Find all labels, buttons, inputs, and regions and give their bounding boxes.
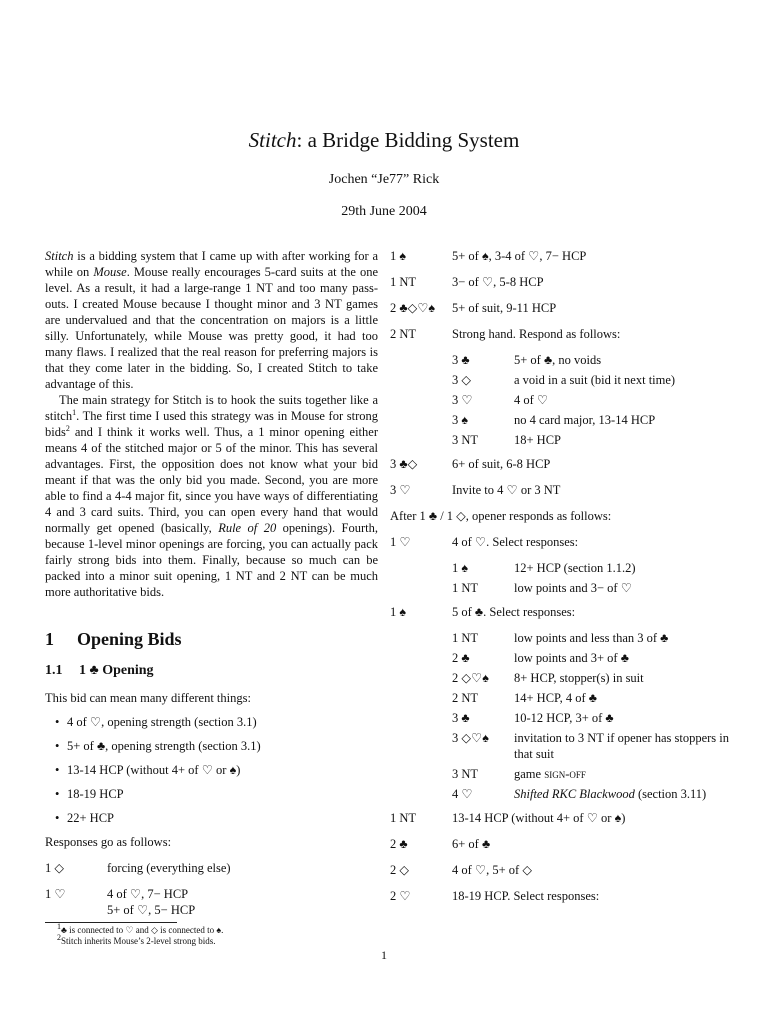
bid-description: 12+ HCP (section 1.1.2) <box>514 561 636 575</box>
bid-description: 6+ of suit, 6-8 HCP <box>452 457 551 471</box>
after-opening-text: After 1 ♣ / 1 ◇, opener responds as follows: <box>390 509 612 523</box>
bid: 1 NT <box>452 631 479 645</box>
emph-blackwood: Shifted RKC Blackwood <box>514 787 635 801</box>
response-sub-table <box>452 560 740 596</box>
sub-bid-row <box>452 730 740 762</box>
footnote-mark-1[interactable]: 1 <box>72 407 77 417</box>
bid-row <box>390 534 740 550</box>
bid: 1 NT <box>390 811 417 825</box>
page-number: 1 <box>381 948 387 962</box>
bid: 3 ◇♡♠ <box>452 731 489 745</box>
footnote-text: ♣ is connected to ♡ and ◇ is connected to ♠. <box>61 925 224 935</box>
bid-description: 5+ of ♣, no voids <box>514 353 602 367</box>
small-caps-text: sign-off <box>544 767 586 781</box>
list-item: • 13-14 HCP (without 4+ of ♡ or ♠) <box>55 762 378 778</box>
footnote-text: Stitch inherits Mouse’s 2-level strong bids. <box>61 936 216 946</box>
bid-description: forcing (everything else) <box>107 861 231 875</box>
text: and I think it works well. Thus, a 1 minor opening either means 4 of the stitched major or 5 of the minor. This has several advantages. First, the opposition does not know what your bid meant if that was the only bid you made. Second, you are more able to find a 4-4 major fit, since you have ways of differentiating 4 and 3 card suits. Third, you can open every hand that would normally get opened (basically, <box>45 425 378 535</box>
footnote-rule <box>45 922 177 923</box>
bid: 3 ♠ <box>452 413 469 427</box>
list-item: • 5+ of ♣, opening strength (section 3.1) <box>55 738 378 754</box>
subsection-heading-club-opening <box>45 662 378 680</box>
bid-description: 18-19 HCP. Select responses: <box>452 889 600 903</box>
bid-description: 5+ of suit, 9-11 HCP <box>452 301 557 315</box>
bid: 3 ♡ <box>452 393 473 407</box>
title-italic: Stitch <box>248 128 297 152</box>
bid-description: 5 of ♣. Select responses: <box>452 605 576 619</box>
sub-bid-row <box>452 372 740 388</box>
bid: 1 ♠ <box>452 561 469 575</box>
bid-description: no 4 card major, 13-14 HCP <box>514 413 656 427</box>
emph-rule-of-20: Rule of 20 <box>218 521 277 535</box>
responses-intro: Responses go as follows: <box>45 835 172 849</box>
intro-paragraph-1 <box>45 248 378 392</box>
bid: 1 NT <box>390 275 417 289</box>
bid: 3 NT <box>452 767 479 781</box>
bid-row <box>390 836 740 852</box>
bid: 1 ♠ <box>390 249 407 263</box>
footnote-mark: 1 <box>57 922 61 931</box>
right-column <box>390 248 740 914</box>
bid-description: Invite to 4 ♡ or 3 NT <box>452 483 561 497</box>
bid: 1 ♡ <box>45 887 66 901</box>
bid-row <box>45 886 378 918</box>
bid-row <box>390 456 740 472</box>
bid-description: 8+ HCP, stopper(s) in suit <box>514 671 644 685</box>
text: . Mouse really encourages 5-card suits at the one level. As a result, it had a large-range 1 NT and too many pass-outs. I created Mouse because I thought minor and 3 NT games are undervalued and that the concentration on majors is a little silly. Unfortunately, while Mouse was pretty good, it had too many flaws. I realized that the real reason for preferring majors is that they come later in the bidding. So, I created Stitch to take advantage of this. <box>45 265 378 391</box>
bid-description: 13-14 HCP (without 4+ of ♡ or ♠) <box>452 811 626 825</box>
bid-description: 18+ HCP <box>514 433 561 447</box>
sub-bid-row <box>452 392 740 408</box>
date: 29th June 2004 <box>341 204 427 219</box>
section-heading-opening-bids <box>45 628 378 650</box>
sub-bid-row <box>452 580 740 596</box>
bid-description: low points and 3− of ♡ <box>514 581 632 595</box>
text: The main strategy for Stitch is to hook the suits together like a stitch <box>45 393 378 423</box>
bid-description: a void in a suit (bid it next time) <box>514 373 676 387</box>
bid: 3 NT <box>452 433 479 447</box>
sub-bid-row <box>452 670 740 686</box>
bid-description: low points and 3+ of ♣ <box>514 651 629 665</box>
bid: 2 NT <box>390 327 417 341</box>
bid-description: 4 of ♡ <box>514 393 549 407</box>
bid: 3 ♡ <box>390 483 411 497</box>
sub-bid-row <box>452 786 740 802</box>
text: openings). Fourth, because 1-level minor openings are forcing, you can actually pack fairly strong bids into them. Finally, because so much can be packed into a minor suit opening, 1 NT and 2 NT can be much more authoritative bids. <box>45 521 378 599</box>
sub-bid-row <box>452 412 740 428</box>
bid-row <box>390 326 740 342</box>
bid-description: 5+ of ♠, 3-4 of ♡, 7− HCP <box>452 249 587 263</box>
bid: 4 ♡ <box>452 787 473 801</box>
bid-row <box>390 888 740 904</box>
bid-description: low points and less than 3 of ♣ <box>514 631 669 645</box>
sub-bid-row <box>452 630 740 646</box>
bid: 2 ♣◇♡♠ <box>390 301 436 315</box>
bid-description <box>514 766 740 782</box>
subsection-title: 1 ♣ Opening <box>79 663 154 678</box>
text: game <box>514 767 545 781</box>
list-item: • 4 of ♡, opening strength (section 3.1) <box>55 714 378 730</box>
bid: 3 ◇ <box>452 373 471 387</box>
footnote-1 <box>57 922 378 936</box>
bid-description: 4 of ♡. Select responses: <box>452 535 579 549</box>
bid-row <box>45 860 378 876</box>
bid-description: 14+ HCP, 4 of ♣ <box>514 691 597 705</box>
bid-description: 6+ of ♣ <box>452 837 491 851</box>
bid-description: 3− of ♡, 5-8 HCP <box>452 275 544 289</box>
bid-description: 4 of ♡, 5+ of ◇ <box>452 863 532 877</box>
bid-row <box>390 482 740 498</box>
section-number: 1 <box>45 629 54 649</box>
intro-paragraph-2 <box>45 392 378 600</box>
text: 4 of ♡, 7− HCP <box>107 887 189 901</box>
bid: 1 ♡ <box>390 535 411 549</box>
emph-stitch: Stitch <box>45 249 74 263</box>
bid-description <box>514 786 740 802</box>
bid: 3 ♣ <box>452 353 470 367</box>
bid: 2 ♣ <box>390 837 408 851</box>
list-item: • 22+ HCP <box>55 810 378 826</box>
bid-description: Strong hand. Respond as follows: <box>452 327 621 341</box>
bid: 2 ◇ <box>390 863 409 877</box>
footnote-mark-2[interactable]: 2 <box>65 423 70 433</box>
bid-description: invitation to 3 NT if opener has stoppers in that suit <box>514 731 730 761</box>
bid-row <box>390 862 740 878</box>
response-sub-table <box>452 352 740 448</box>
bid: 1 ♠ <box>390 605 407 619</box>
sub-bid-row <box>452 352 740 368</box>
section-title: Opening Bids <box>77 629 182 649</box>
sub-bid-row <box>452 650 740 666</box>
bid-row <box>390 604 740 620</box>
bid: 1 ◇ <box>45 861 64 875</box>
text: . The first time I used this strategy was in Mouse for strong bids <box>45 409 378 439</box>
bid-description: 10-12 HCP, 3+ of ♣ <box>514 711 614 725</box>
bid-row <box>390 300 740 316</box>
bid: 2 NT <box>452 691 479 705</box>
sub-bid-row <box>452 710 740 726</box>
page-title <box>0 127 768 153</box>
subsection-number: 1.1 <box>45 663 63 678</box>
sub-bid-row <box>452 560 740 576</box>
bid: 1 NT <box>452 581 479 595</box>
text: (section 3.11) <box>634 787 707 801</box>
bid: 3 ♣◇ <box>390 457 418 471</box>
bid-description <box>107 886 378 918</box>
footnote-2 <box>57 933 378 947</box>
sub-bid-row <box>452 766 740 782</box>
bid-row <box>390 248 740 264</box>
club-intro: This bid can mean many different things: <box>45 691 251 705</box>
sub-bid-row <box>452 432 740 448</box>
left-column <box>45 248 378 947</box>
text: is a bidding system that I came up with after working for a while on <box>45 249 378 279</box>
response-sub-table <box>452 630 740 802</box>
bid: 2 ◇♡♠ <box>452 671 489 685</box>
bid: 3 ♣ <box>452 711 470 725</box>
sub-bid-row <box>452 690 740 706</box>
title-rest: : a Bridge Bidding System <box>296 128 520 152</box>
text: 5+ of ♡, 5− HCP <box>107 903 196 917</box>
bid-row <box>390 274 740 290</box>
author: Jochen “Je77” Rick <box>328 172 440 187</box>
emph-mouse: Mouse <box>93 265 127 279</box>
club-meaning-list <box>45 714 378 826</box>
bid-row <box>390 810 740 826</box>
bid: 2 ♣ <box>452 651 470 665</box>
list-item: • 18-19 HCP <box>55 786 378 802</box>
footnote-mark: 2 <box>57 933 61 942</box>
bid: 2 ♡ <box>390 889 411 903</box>
